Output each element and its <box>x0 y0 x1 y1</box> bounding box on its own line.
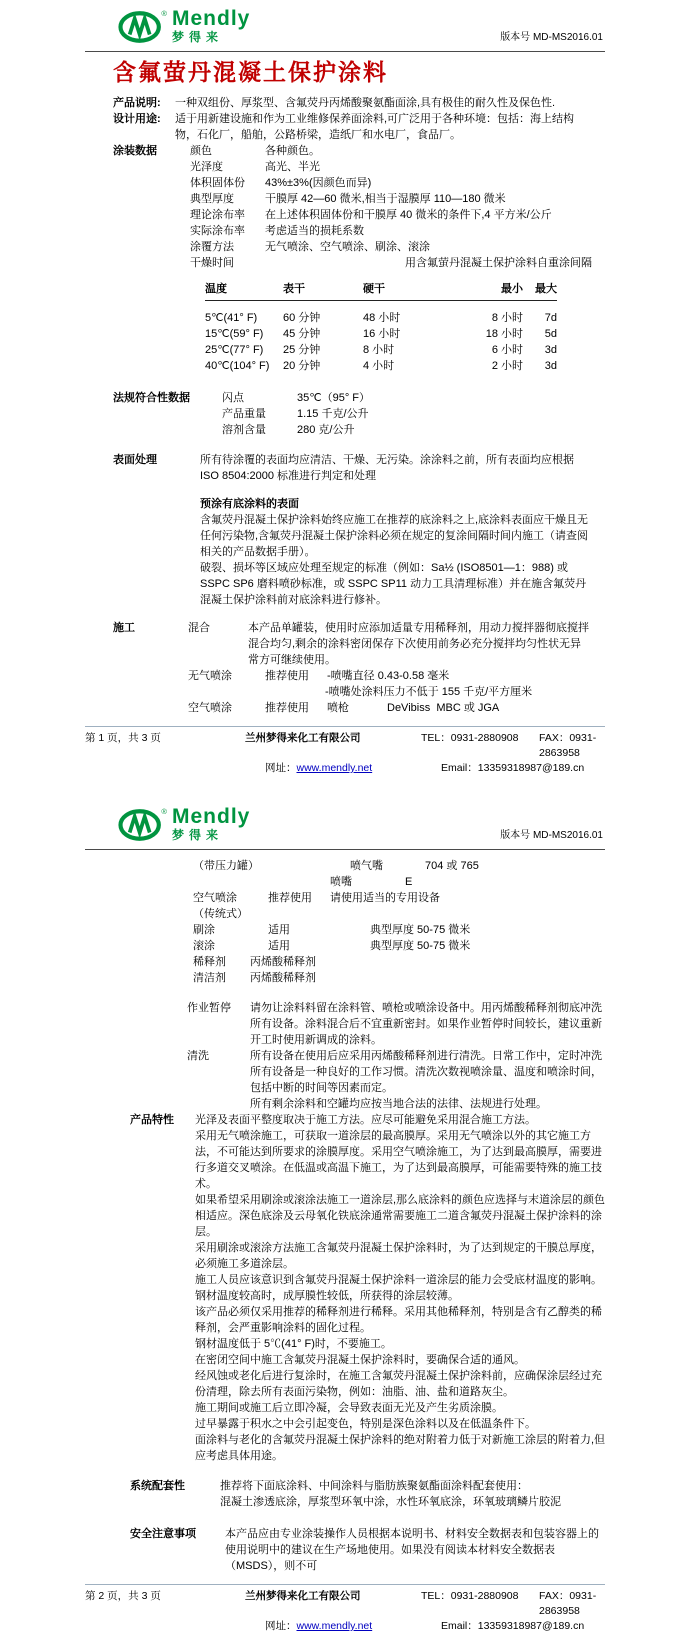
work-pause-label: 作业暂停 <box>187 1002 231 1014</box>
coating-row <box>190 223 592 239</box>
feature-paragraph: 施工期间或施工后立即冷凝，会导致表面无光及产生劣质涂膜。 <box>195 1402 503 1414</box>
design-usage-label: 设计用途: <box>113 113 161 125</box>
company-name: 兰州梦得来化工有限公司 <box>245 732 361 744</box>
feature-paragraph: 光泽及表面平整度取决于施工方法。应尽可能避免采用混合施工方法。 <box>195 1114 536 1126</box>
page-1 <box>0 0 687 776</box>
col-header: 最大 <box>535 283 557 295</box>
design-usage-text: 适于用新建设施和作为工业维修保养面涂料,可广泛用于各种环境：包括：海上结构物，石化厂，船舶，公路桥梁，造纸厂和水电厂，食品厂。 <box>175 113 575 141</box>
regulation-label: 法规符合性数据 <box>113 392 190 404</box>
features-label: 产品特性 <box>130 1114 174 1126</box>
website <box>265 1619 441 1634</box>
jet-nozzle-label: 喷气嘴 <box>350 860 383 872</box>
brand-name-en: Mendly <box>172 7 251 30</box>
nozzle-value: E <box>405 876 413 888</box>
brand-wordmark <box>172 8 250 43</box>
construction-label: 施工 <box>113 622 135 634</box>
cell: 25 分钟 <box>283 344 321 356</box>
feature-paragraph: 钢材温度低于 5℃(41° F)时，不要施工。 <box>195 1338 392 1350</box>
cell: 48 小时 <box>363 312 401 324</box>
surface-p1: 含氟荧丹混凝土保护涂料始终应施工在推荐的底涂料之上,底涂料表面应干燥且无任何污染物,含氟荧丹混凝土保护涂料必须在规定的复涂间隔时间内施工（请查阅相关的产品数据手册）。 <box>200 514 589 558</box>
col-header: 硬干 <box>363 283 385 295</box>
reg-value: 35℃（95° F） <box>297 392 370 404</box>
construction-section <box>113 620 592 716</box>
surface-label: 表面处理 <box>113 454 157 466</box>
thinner-label: 稀释剂 <box>193 956 226 968</box>
feature-paragraph: 面涂料与老化的含氟荧丹混凝土保护涂料的绝对附着力低于对新施工涂层的附着力,但应考虑具体用途。 <box>195 1434 606 1462</box>
work-pause-section <box>187 1000 607 1048</box>
website <box>265 761 441 776</box>
website-label: 网址： <box>265 762 297 774</box>
page2-footer <box>85 1584 605 1634</box>
cell: 18 小时 <box>485 328 523 340</box>
email: Email：13359318987@189.cn <box>441 762 585 774</box>
airspray-rec-label: 推荐使用 <box>265 702 309 714</box>
cell: 45 分钟 <box>283 328 321 340</box>
coating-key: 体积固体份 <box>190 177 245 189</box>
system-compat-section <box>130 1478 607 1510</box>
pressure-pot-row <box>193 858 607 874</box>
product-desc-text: 一种双组份、厚浆型、含氟荧丹丙烯酸聚氨酯面涂,具有极佳的耐久性及保色性. <box>175 97 556 109</box>
mendly-oval-m-icon <box>118 8 168 46</box>
work-pause-text: 请勿让涂料料留在涂料管、喷枪或喷涂设备中。用丙烯酸稀释剂彻底冲洗所有设备。涂料混合后不宜重新密封。如果作业暂停时间较长，建议重新开工时使用新调成的涂料。 <box>250 1002 602 1046</box>
airless-line1: -喷嘴直径 0.43-0.58 毫米 <box>327 670 450 682</box>
nozzle-row <box>193 874 607 890</box>
brand-name-cn: 梦得来 <box>172 828 224 842</box>
cell: 4 小时 <box>363 360 395 372</box>
coating-value: 考虑适当的损耗系数 <box>265 225 364 237</box>
table-row <box>205 310 557 326</box>
version-label: 版本号 MD-MS2016.01 <box>500 830 603 841</box>
thinner-row <box>193 954 607 970</box>
coating-row <box>190 207 592 223</box>
airspray-row <box>188 700 592 716</box>
coating-value: 高光、半光 <box>265 161 320 173</box>
company-name: 兰州梦得来化工有限公司 <box>245 1590 361 1602</box>
brush-fit-label: 适用 <box>268 924 290 936</box>
coating-data-label: 涂装数据 <box>113 145 157 157</box>
coating-key: 光泽度 <box>190 161 223 173</box>
feature-paragraph: 该产品必须仅采用推荐的稀释剂进行稀释。采用其他稀释剂，特别是含有乙醇类的稀释剂，会严重影响涂料的固化过程。 <box>195 1306 602 1334</box>
pressure-pot-label: （带压力罐） <box>193 860 259 872</box>
mixing-text: 本产品单罐装，使用时应添加适量专用稀释剂，用动力搅拌器彻底搅拌混合均匀,剩余的涂料密闭保存下次使用前务必充分搅拌均匀性状无异常方可继续使用。 <box>248 622 589 666</box>
regulation-section <box>113 390 592 438</box>
cell: 3d <box>544 360 557 372</box>
system-compat-label: 系统配套性 <box>130 1480 185 1492</box>
col-header: 温度 <box>205 283 227 295</box>
website-label: 网址： <box>265 1620 297 1632</box>
features-section <box>130 1112 607 1464</box>
dry-time-note: 用含氟萤丹混凝土保护涂料自重涂间隔 <box>405 257 592 269</box>
brand-wordmark <box>172 806 250 841</box>
gun-value: DeVibiss MBC 或 JGA <box>387 702 500 714</box>
nozzle-label: 喷嘴 <box>330 876 352 888</box>
brush-row <box>193 922 607 938</box>
mendly-oval-m-icon <box>118 806 168 844</box>
brush-label: 刷涂 <box>193 924 215 936</box>
registered-mark: ® <box>161 9 167 19</box>
coating-key: 理论涂布率 <box>190 209 245 221</box>
airless-label: 无气喷涂 <box>188 670 232 682</box>
version-label: 版本号 MD-MS2016.01 <box>500 32 603 43</box>
coating-value: 在上述体积固体份和干膜厚 40 微米的条件下,4 平方米/公斤 <box>265 209 552 221</box>
roll-thickness: 典型厚度 50-75 微米 <box>370 940 471 952</box>
cell: 20 分钟 <box>283 360 321 372</box>
cell: 60 分钟 <box>283 312 321 324</box>
cleaner-row <box>193 970 607 986</box>
drying-table <box>205 281 557 374</box>
coating-row <box>190 175 592 191</box>
roll-row <box>193 938 607 954</box>
mixing-row <box>188 620 592 668</box>
brand-logo <box>118 806 250 844</box>
airspray-label: 空气喷涂 <box>193 892 237 904</box>
cell: 7d <box>544 312 557 324</box>
drying-table-header <box>205 281 557 301</box>
tel: TEL：0931-2880908 <box>421 732 519 744</box>
design-usage-row <box>113 111 592 143</box>
cell: 8 小时 <box>363 344 395 356</box>
cell: 40℃(104° F) <box>205 360 270 372</box>
airspray-conventional-row <box>193 890 607 906</box>
dry-time-label: 干燥时间 <box>190 257 234 269</box>
feature-paragraph: 如果希望采用刷涂或滚涂法施工一道涂层,那么底涂料的颜色应选择与末道涂层的颜色相适应。深色底涂及云母氧化铁底涂通常需要施工二道含氟荧丹混凝土保护涂料的涂层。 <box>195 1194 606 1238</box>
feature-paragraph: 采用无气喷涂施工，可获取一道涂层的最高膜厚。采用无气喷涂以外的其它施工方法，不可能达到所要求的涂膜厚度。采用空气喷涂施工，为了达到最高膜厚，需要进行多道交叉喷涂。在低温或高温下施工，为了达到最高膜厚，可能需要特殊的施工技术。 <box>195 1130 602 1190</box>
website-link[interactable]: www.mendly.net <box>296 762 373 774</box>
reg-value: 1.15 千克/公升 <box>297 408 369 420</box>
regulation-row <box>222 406 592 422</box>
feature-paragraph: 采用刷涂或滚涂方法施工含氟荧丹混凝土保护涂料时，为了达到规定的干膜总厚度，必须施工多道涂层。 <box>195 1242 602 1270</box>
cell: 6 小时 <box>491 344 523 356</box>
fax: FAX：0931-2863958 <box>539 1590 597 1617</box>
thinner-value: 丙烯酸稀释剂 <box>250 956 316 968</box>
roll-label: 滚涂 <box>193 940 215 952</box>
airspray-text: 请使用适当的专用设备 <box>330 892 440 904</box>
coating-row <box>190 239 592 255</box>
surface-subhead: 预涂有底涂料的表面 <box>200 498 299 510</box>
cleaner-value: 丙烯酸稀释剂 <box>250 972 316 984</box>
table-row <box>205 358 557 374</box>
col-header: 表干 <box>283 283 305 295</box>
feature-paragraph: 经风蚀或老化后进行复涂时，在施工含氟荧丹混凝土保护涂料前，应确保涂层经过充份清理，除去所有表面污染物，例如：油脂、油、盐和道路灰尘。 <box>195 1370 602 1398</box>
reg-key: 闪点 <box>222 392 244 404</box>
regulation-row <box>222 390 592 406</box>
doc-title: 含氟萤丹混凝土保护涂料 <box>113 59 388 85</box>
surface-intro: 所有待涂覆的表面均应清洁、干燥、无污染。涂涂料之前，所有表面均应根据 ISO 8504:2000 标准进行判定和处理 <box>200 454 574 482</box>
feature-paragraph: 施工人员应该意识到含氟荧丹混凝土保护涂料一道涂层的能力会受底材温度的影响。钢材温度较高时，成厚膜性较低，所获得的涂层较薄。 <box>195 1274 602 1302</box>
coating-key: 典型厚度 <box>190 193 234 205</box>
table-row <box>205 326 557 342</box>
email: Email：13359318987@189.cn <box>441 1620 585 1632</box>
header-rule <box>85 51 605 52</box>
page1-header <box>0 0 687 51</box>
brush-thickness: 典型厚度 50-75 微米 <box>370 924 471 936</box>
coating-value: 无气喷涂、空气喷涂、刷涂、滚涂 <box>265 241 430 253</box>
coating-key: 颜色 <box>190 145 212 157</box>
roll-fit-label: 适用 <box>268 940 290 952</box>
product-desc-row <box>113 95 592 111</box>
cell: 8 小时 <box>491 312 523 324</box>
conventional-label: （传统式） <box>193 908 248 920</box>
airless-rec-label: 推荐使用 <box>265 670 309 682</box>
cleaning-p1: 所有设备在使用后应采用丙烯酸稀释剂进行清洗。日常工作中，定时冲洗所有设备是一种良好的工作习惯。清洗次数视喷涂量、温度和喷涂时间，包括中断的时间等因素而定。 <box>250 1050 602 1094</box>
fax: FAX：0931-2863958 <box>539 732 597 759</box>
surface-p2: 破裂、损坏等区域应处理至规定的标准（例如：Sa½ (ISO8501—1：988) 或 SSPC SP6 磨料喷砂标准，或 SSPC SP11 动力工具清理标准）并在施含氟荧丹混凝土保护涂料前对底涂料进行修补。 <box>200 562 587 606</box>
cell: 3d <box>544 344 557 356</box>
product-desc-label: 产品说明: <box>113 97 161 109</box>
coating-row <box>190 191 592 207</box>
cell: 16 小时 <box>363 328 401 340</box>
coating-key: 实际涂布率 <box>190 225 245 237</box>
coating-row <box>190 159 592 175</box>
reg-key: 溶剂含量 <box>222 424 266 436</box>
reg-key: 产品重量 <box>222 408 266 420</box>
dry-time-row <box>190 255 592 271</box>
feature-paragraph: 过早暴露于积水之中会引起变色，特别是深色涂料以及在低温条件下。 <box>195 1418 536 1430</box>
page-2 <box>0 798 687 1634</box>
brand-name-en: Mendly <box>172 805 251 828</box>
cleaning-p2: 所有剩余涂料和空罐均应按当地合法的法律、法规进行处理。 <box>250 1098 547 1110</box>
airspray-rec-label: 推荐使用 <box>268 892 312 904</box>
cell: 15℃(59° F) <box>205 328 264 340</box>
coating-data-section <box>113 143 592 271</box>
cleaning-section <box>187 1048 607 1112</box>
system-compat-p2: 混凝土渗透底涂，厚浆型环氧中涂，水性环氧底涂，环氧玻璃鳞片胶泥 <box>220 1496 561 1508</box>
safety-label: 安全注意事项 <box>130 1528 196 1540</box>
page-number: 第 1 页，共 3 页 <box>85 732 161 744</box>
page-number: 第 2 页，共 3 页 <box>85 1590 161 1602</box>
page1-body <box>0 95 687 716</box>
cleaning-label: 清洗 <box>187 1050 209 1062</box>
table-row <box>205 342 557 358</box>
conventional-row <box>193 906 607 922</box>
coating-value: 干膜厚 42—60 微米,相当于湿膜厚 110—180 微米 <box>265 193 506 205</box>
mixing-label: 混合 <box>188 622 210 634</box>
cell: 5d <box>544 328 557 340</box>
coating-key: 涂覆方法 <box>190 241 234 253</box>
cell: 2 小时 <box>491 360 523 372</box>
page2-header <box>0 798 687 849</box>
surface-section <box>113 452 592 608</box>
safety-text: 本产品应由专业涂装操作人员根据本说明书、材料安全数据表和包装容器上的使用说明中的建议在生产场地使用。如果没有阅读本材料安全数据表（MSDS），则不可 <box>225 1528 599 1572</box>
gun-label: 喷枪 <box>327 702 349 714</box>
jet-nozzle-value: 704 或 765 <box>425 860 479 872</box>
registered-mark: ® <box>161 807 167 817</box>
website-link[interactable]: www.mendly.net <box>296 1620 373 1632</box>
coating-row <box>190 143 592 159</box>
col-header: 最小 <box>501 283 523 295</box>
feature-paragraph: 在密闭空间中施工含氟荧丹混凝土保护涂料时，要确保合适的通风。 <box>195 1354 525 1366</box>
airless-line2: -喷嘴处涂料压力不低于 155 千克/平方厘米 <box>325 686 533 698</box>
brand-name-cn: 梦得来 <box>172 30 224 44</box>
airless-row <box>188 668 592 684</box>
brand-logo <box>118 8 250 46</box>
coating-value: 43%±3%(因颜色而异) <box>265 177 372 189</box>
cleaner-label: 清洁剂 <box>193 972 226 984</box>
airless-row2 <box>188 684 592 700</box>
safety-section <box>130 1526 607 1574</box>
airspray-label: 空气喷涂 <box>188 702 232 714</box>
tel: TEL：0931-2880908 <box>421 1590 519 1602</box>
system-compat-p1: 推荐将下面底涂料、中间涂料与脂肪族聚氨酯面涂料配套使用： <box>220 1480 528 1492</box>
reg-value: 280 克/公升 <box>297 424 355 436</box>
page1-footer <box>85 726 605 776</box>
cell: 5℃(41° F) <box>205 312 258 324</box>
cell: 25℃(77° F) <box>205 344 264 356</box>
coating-value: 各种颜色。 <box>265 145 320 157</box>
regulation-row <box>222 422 592 438</box>
page2-body <box>0 858 687 1574</box>
